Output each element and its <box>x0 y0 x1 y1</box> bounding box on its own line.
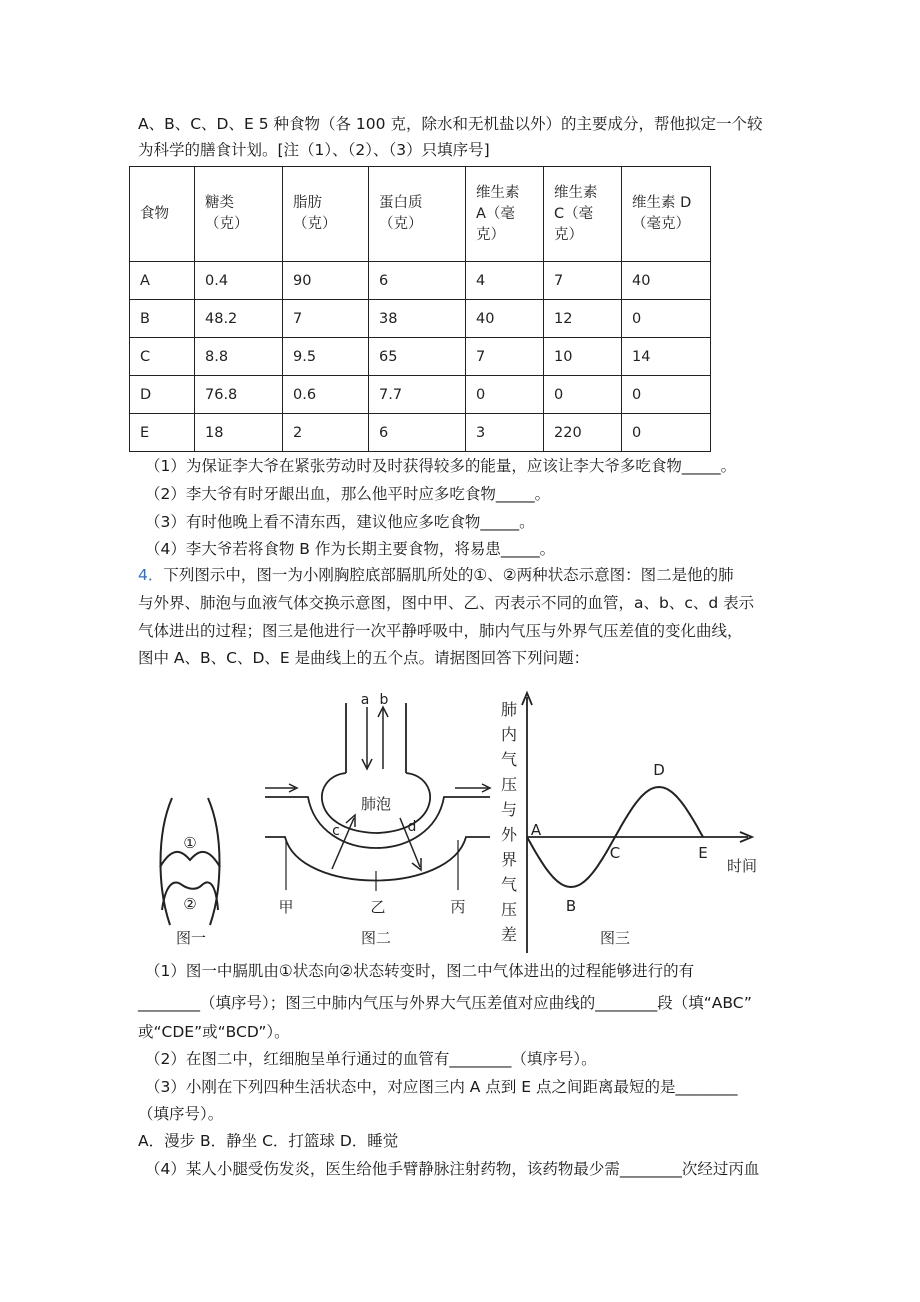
q4-stem-line-1 <box>138 565 734 585</box>
vessel-3-label: 丙 <box>450 898 466 916</box>
vessel-2-label: 乙 <box>370 898 386 916</box>
y-axis-label-char: 压 <box>500 775 518 794</box>
capillary-outer-wall <box>265 837 490 881</box>
table-cell: D <box>130 376 195 414</box>
curve-points <box>531 761 708 915</box>
table-cell: 220 <box>544 414 622 452</box>
table-cell: 7 <box>283 300 369 338</box>
label-b: b <box>379 692 389 708</box>
y-axis-label-char: 气 <box>500 875 518 894</box>
table-cell: 0 <box>466 376 544 414</box>
curve-point-label-a: A <box>530 821 542 839</box>
q4-options: A．漫步 B．静坐 C．打篮球 D．睡觉 <box>138 1132 399 1150</box>
table-cell: 0 <box>622 376 711 414</box>
table-row <box>130 338 711 376</box>
q4-sub-3-line-2: （填序号）。 <box>138 1105 224 1123</box>
curve-point-label-c: C <box>609 844 621 862</box>
table-cell: 8.8 <box>195 338 283 376</box>
q4-stem-line-4: 图中 A、B、C、D、E 是曲线上的五个点。请据图回答下列问题： <box>138 649 590 667</box>
table-cell: 10 <box>544 338 622 376</box>
table-cell: 65 <box>369 338 466 376</box>
table-cell: 38 <box>369 300 466 338</box>
food-nutrient-table <box>129 166 711 452</box>
y-axis-label-char: 外 <box>500 825 518 844</box>
table-cell: 7 <box>466 338 544 376</box>
header-cell-vitamin-c: 维生素 C（毫 克） <box>544 167 622 262</box>
figure-3-pressure-curve <box>501 693 757 953</box>
y-axis-label-char: 与 <box>500 800 518 819</box>
table-cell: 7.7 <box>369 376 466 414</box>
q4-sub-4: （4）某人小腿受伤发炎，医生给他手臂静脉注射药物，该药物最少需________次经过丙血 <box>145 1160 760 1178</box>
header-cell-sugar: 糖类 （克） <box>195 167 283 262</box>
y-axis-label <box>501 700 518 944</box>
table-cell: 3 <box>466 414 544 452</box>
label-a: a <box>360 692 370 708</box>
curve-point-label-d: D <box>653 761 665 779</box>
header-cell-protein: 蛋白质 （克） <box>369 167 466 262</box>
y-axis-label-char: 差 <box>500 925 518 944</box>
table-cell: 14 <box>622 338 711 376</box>
q3-sub-3: （3）有时他晚上看不清东西，建议他应多吃食物_____。 <box>145 513 535 531</box>
q4-sub-3-line-1: （3）小刚在下列四种生活状态中，对应图三内 A 点到 E 点之间距离最短的是________ <box>145 1078 738 1096</box>
table-cell: E <box>130 414 195 452</box>
table-cell: 9.5 <box>283 338 369 376</box>
table-cell: C <box>130 338 195 376</box>
figures-panel <box>150 685 790 955</box>
table-cell: 0.4 <box>195 262 283 300</box>
header-cell-food: 食物 <box>130 167 195 262</box>
q4-stem-line-3: 气体进出的过程；图三是他进行一次平静呼吸中，肺内气压与外界气压差值的变化曲线， <box>138 622 743 640</box>
label-d: d <box>407 819 417 835</box>
table-cell: 0.6 <box>283 376 369 414</box>
table-cell: 4 <box>466 262 544 300</box>
y-axis-label-char: 气 <box>500 750 518 769</box>
table-cell: B <box>130 300 195 338</box>
table-cell: 7 <box>544 262 622 300</box>
table-cell: 0 <box>544 376 622 414</box>
q4-sub-1-line-2: ________（填序号）；图三中肺内气压与外界大气压差值对应曲线的________段（填“ABC” <box>138 994 752 1012</box>
header-cell-vitamin-d: 维生素 D （毫克） <box>622 167 711 262</box>
table-cell: A <box>130 262 195 300</box>
x-axis-label: 时间 <box>726 857 758 875</box>
figure-1-caption: 图一 <box>175 929 207 947</box>
figure-3-caption: 图三 <box>599 929 631 947</box>
alveolus-label: 肺泡 <box>360 795 392 813</box>
q4-stem-line-2: 与外界、肺泡与血液气体交换示意图，图中甲、乙、丙表示不同的血管，a、b、c、d 表示 <box>138 594 755 612</box>
q3-sub-2: （2）李大爷有时牙龈出血，那么他平时应多吃食物_____。 <box>145 485 551 503</box>
table-cell: 6 <box>369 262 466 300</box>
table-header-row <box>130 167 711 262</box>
vessel-1-label: 甲 <box>278 898 294 916</box>
table-cell: 40 <box>466 300 544 338</box>
curve-point-label-b: B <box>565 897 577 915</box>
header-cell-fat: 脂肪 （克） <box>283 167 369 262</box>
intro-line-1: A、B、C、D、E 5 种食物（各 100 克，除水和无机盐以外）的主要成分，帮他拟定一个较 <box>138 115 763 133</box>
figure-2-caption: 图二 <box>360 929 392 947</box>
table-cell: 0 <box>622 414 711 452</box>
y-axis-label-char: 肺 <box>500 700 518 719</box>
y-axis-label-char: 内 <box>500 725 518 744</box>
figure-1-diaphragm <box>160 798 220 947</box>
q4-stem-text-1: 下列图示中，图一为小刚胸腔底部膈肌所处的①、②两种状态示意图：图二是他的肺 <box>163 566 734 584</box>
question-number: 4． <box>138 566 164 584</box>
label-c: c <box>332 823 340 839</box>
intro-line-2: 为科学的膳食计划。[注（1）、（2）、（3）只填序号] <box>138 141 490 159</box>
table-cell: 6 <box>369 414 466 452</box>
table-cell: 0 <box>622 300 711 338</box>
table-row <box>130 300 711 338</box>
y-axis-label-char: 界 <box>500 850 518 869</box>
table-row <box>130 262 711 300</box>
diaphragm-state-1-curve <box>160 852 220 867</box>
table-cell: 90 <box>283 262 369 300</box>
q3-sub-4: （4）李大爷若将食物 B 作为长期主要食物，将易患_____。 <box>145 540 556 558</box>
table-cell: 12 <box>544 300 622 338</box>
table-cell: 18 <box>195 414 283 452</box>
curve-point-label-e: E <box>698 844 708 862</box>
header-cell-vitamin-a: 维生素 A（毫 克） <box>466 167 544 262</box>
table-cell: 76.8 <box>195 376 283 414</box>
table-row <box>130 376 711 414</box>
q4-sub-1-line-3: 或“CDE”或“BCD”）。 <box>138 1023 290 1041</box>
table-cell: 2 <box>283 414 369 452</box>
state-1-marker: ① <box>183 834 197 852</box>
q4-sub-1-line-1: （1）图一中膈肌由①状态向②状态转变时，图二中气体进出的过程能够进行的有 <box>145 962 695 980</box>
figure-2-alveolus <box>265 692 490 947</box>
state-2-marker: ② <box>183 895 197 913</box>
q3-sub-1: （1）为保证李大爷在紧张劳动时及时获得较多的能量，应该让李大爷多吃食物_____。 <box>145 457 737 475</box>
y-axis-label-char: 压 <box>500 900 518 919</box>
table-cell: 40 <box>622 262 711 300</box>
q4-sub-2: （2）在图二中，红细胞呈单行通过的血管有________（填序号）。 <box>145 1050 597 1068</box>
table-cell: 48.2 <box>195 300 283 338</box>
table-row <box>130 414 711 452</box>
